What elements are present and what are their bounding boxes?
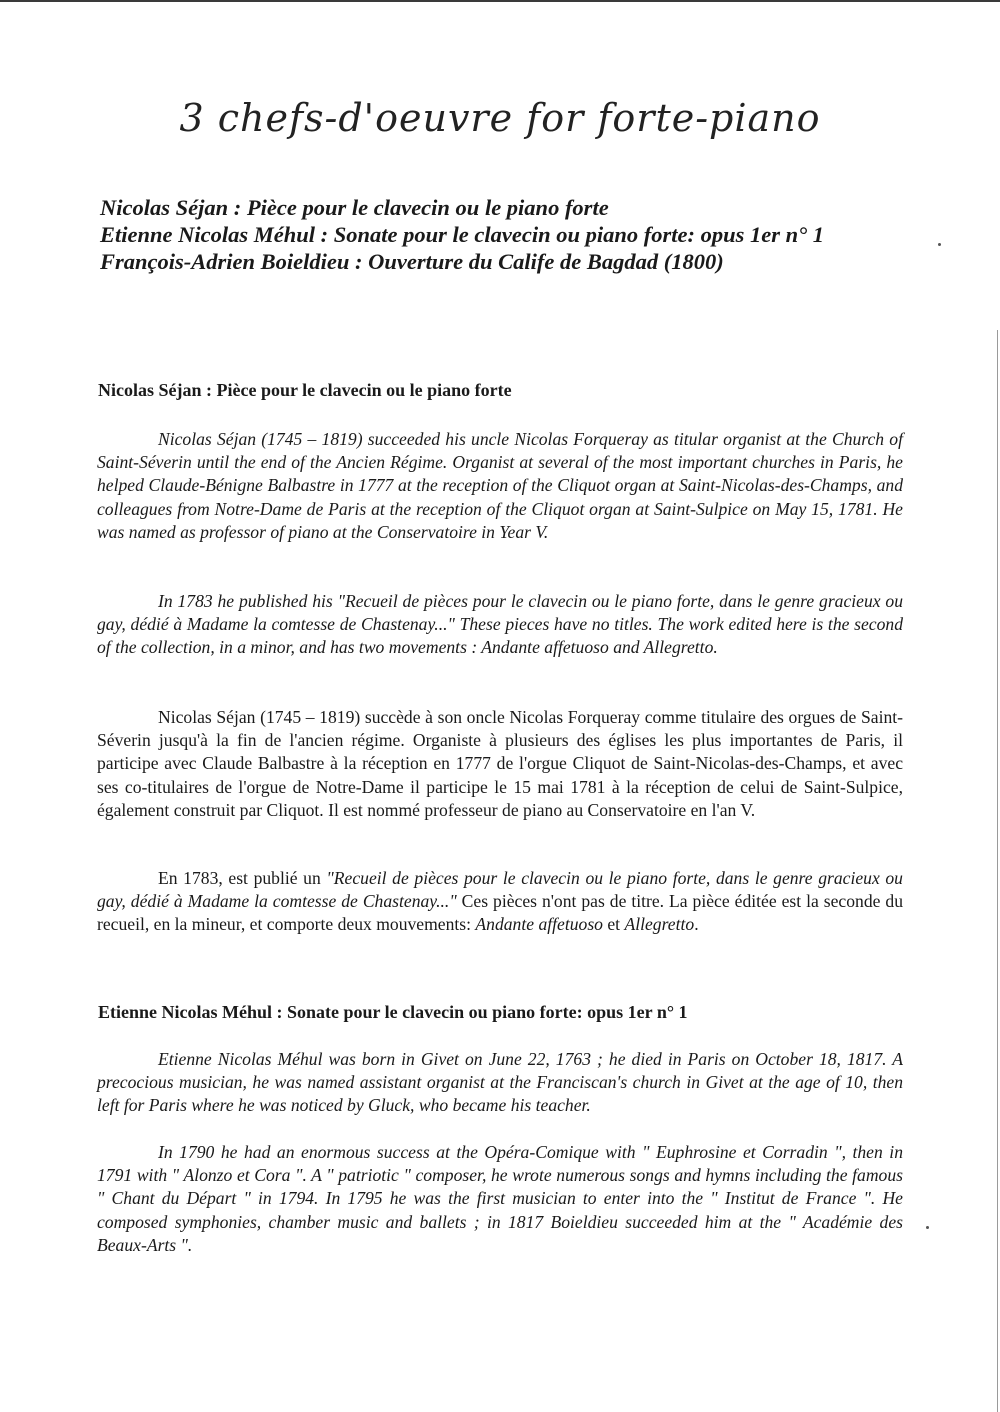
collection-title: "Recueil de pièces pour le clavecin ou le piano forte, dans le genre gracieux ou gay, dédié à Madame la comtesse de Chastenay..." [97, 868, 903, 912]
text-run: et [602, 914, 625, 935]
page-title: 3 chefs-d'oeuvre for forte-piano [179, 96, 821, 140]
scan-edge-right [997, 330, 998, 1412]
paragraph-sejan-en-2: In 1783 he published his "Recueil de pièces pour le clavecin ou le piano forte, dans le genre gracieux ou gay, dédié à Madame la comtesse de Chastenay..." These pieces have no titles. The work edited here is the second of the collection, in a minor, and has two movements : Andante affetuoso and Allegretto. [97, 591, 903, 658]
text-run: Ces pièces n'ont pas de titre. La pièce éditée est la seconde du recueil, en la mineur, et comporte deux mouvements: [97, 891, 903, 935]
scan-speck [926, 1226, 929, 1229]
movement-name: Andante affetuoso [475, 914, 603, 935]
paragraph-mehul-en-2: In 1790 he had an enormous success at the Opéra-Comique with " Euphrosine et Corradin ", then in 1791 with " Alonzo et Cora ". A " patriotic " composer, he wrote numerous songs and hymns including the famous " Chant du Départ " in 1794. In 1795 he was the first musician to enter into the " Institut de France ". He composed symphonies, chamber music and ballets ; in 1817 Boieldieu succeeded him at the " Académie des Beaux-Arts ". [97, 1142, 903, 1255]
paragraph-sejan-en-1: Nicolas Séjan (1745 – 1819) succeeded his uncle Nicolas Forqueray as titular organist at the Church of Saint-Séverin until the end of the Ancien Régime. Organist at several of the most important churches in Paris, he helped Claude-Bénigne Balbastre in 1777 at the reception of the Cliquot organ at Saint-Nicolas-des-Champs, and colleagues from Notre-Dame de Paris at the reception of the Cliquot organ at Saint-Sulpice on May 15, 1781. He was named as professor of piano at the Conservatoire in Year V. [97, 429, 903, 542]
movement-name: Allegretto [624, 914, 695, 935]
section-heading-mehul: Etienne Nicolas Méhul : Sonate pour le clavecin ou piano forte: opus 1er n° 1 [98, 1002, 688, 1022]
text-run: En 1783, est publié un [158, 868, 327, 888]
program-item: Etienne Nicolas Méhul : Sonate pour le clavecin ou piano forte: opus 1er n° 1 [100, 222, 825, 247]
paragraph-sejan-fr-1: Nicolas Séjan (1745 – 1819) succède à son oncle Nicolas Forqueray comme titulaire des orgues de Saint-Séverin jusqu'à la fin de l'ancien régime. Organiste à plusieurs des églises les plus importantes de Paris, il participe avec Claude Balbastre à la réception en 1777 de l'orgue Cliquot de Saint-Nicolas-des-Champs, et avec ses co-titulaires de l'orgue de Notre-Dame il participe le 15 mai 1781 à la réception de celui de Saint-Sulpice, également construit par Cliquot. Il est nommé professeur de piano au Conservatoire en l'an V. [97, 707, 903, 820]
scan-edge-top [0, 0, 1000, 2]
text-run: . [694, 914, 699, 935]
program-list [100, 194, 940, 275]
paragraph-mehul-en-1: Etienne Nicolas Méhul was born in Givet on June 22, 1763 ; he died in Paris on October 18, 1817. A precocious musician, he was named assistant organist at the Franciscan's church in Givet at the age of 10, then left for Paris where he was noticed by Gluck, who became his teacher. [97, 1049, 903, 1116]
section-heading-sejan: Nicolas Séjan : Pièce pour le clavecin ou le piano forte [98, 380, 512, 400]
program-item: Nicolas Séjan : Pièce pour le clavecin ou le piano forte [100, 195, 609, 220]
paragraph-sejan-fr-2 [97, 867, 903, 937]
program-item: François-Adrien Boieldieu : Ouverture du Calife de Bagdad (1800) [100, 249, 724, 274]
